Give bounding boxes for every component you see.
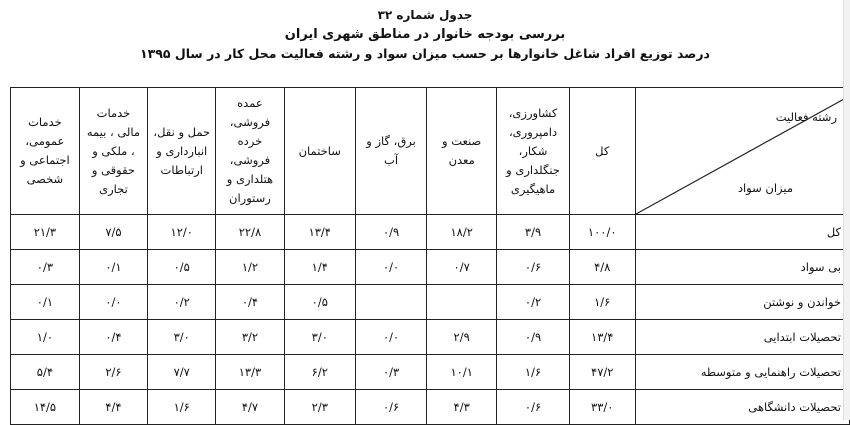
table-cell: ۰/۱ <box>79 250 147 285</box>
table-row <box>11 355 850 390</box>
corner-cell <box>635 88 849 215</box>
table-cell: ۳/۰ <box>148 320 216 355</box>
table-cell: ۰/۳ <box>356 355 427 390</box>
table-cell: ۱۰/۱ <box>427 355 497 390</box>
column-header: کل <box>569 88 635 215</box>
table-cell: ۰/۵ <box>148 250 216 285</box>
table-row <box>11 390 850 425</box>
column-header: خدمات مالی ، بیمه ، ملکی و حقوقی و تجاری <box>79 88 147 215</box>
table-cell: ۲/۳ <box>284 390 356 425</box>
table-cell: ۰/۲ <box>148 285 216 320</box>
table-row <box>11 215 850 250</box>
table-cell: ۱۳/۴ <box>284 215 356 250</box>
table-cell: ۰/۲ <box>497 285 570 320</box>
table-cell: ۱/۲ <box>216 250 284 285</box>
table-cell: ۲/۶ <box>79 355 147 390</box>
table-cell: ۱۳/۳ <box>216 355 284 390</box>
table-cell: ۰/۴ <box>216 285 284 320</box>
table-cell: ۳/۲ <box>216 320 284 355</box>
table-cell: ۱۰۰/۰ <box>569 215 635 250</box>
column-header: حمل و نقل، انبارداری و ارتباطات <box>148 88 216 215</box>
table-cell: ۴/۳ <box>427 390 497 425</box>
table-title: بررسی بودجه خانوار در مناطق شهری ایران <box>284 27 566 42</box>
table-cell <box>356 285 427 320</box>
column-header: برق، گاز و آب <box>356 88 427 215</box>
table-cell: ۱/۰ <box>11 320 80 355</box>
column-header: عمده فروشی، خرده فروشی، هتلداری و رستوران <box>216 88 284 215</box>
table-cell: ۴/۷ <box>216 390 284 425</box>
table-cell: ۷/۵ <box>79 215 147 250</box>
table-cell: ۱۴/۵ <box>11 390 80 425</box>
corner-bottom-label: میزان سواد <box>737 181 793 195</box>
table-cell: ۰/۶ <box>497 250 570 285</box>
table-cell: ۰/۹ <box>356 215 427 250</box>
table-cell: ۰/۶ <box>356 390 427 425</box>
table-cell: ۱۳/۴ <box>569 320 635 355</box>
table-cell: ۱/۴ <box>284 250 356 285</box>
table-cell: ۰/۹ <box>497 320 570 355</box>
table-cell: ۲۲/۸ <box>216 215 284 250</box>
row-label: تحصیلات راهنمایی و متوسطه <box>635 355 849 390</box>
table-cell <box>427 285 497 320</box>
table-cell: ۷/۷ <box>148 355 216 390</box>
column-header: صنعت و معدن <box>427 88 497 215</box>
table-cell: ۱/۶ <box>497 355 570 390</box>
row-label: تحصیلات ابتدایی <box>635 320 849 355</box>
table-subtitle: درصد توزیع افراد شاغل خانوارها بر حسب میزان سواد و رشته فعالیت محل کار در سال ۱۳۹۵ <box>140 46 710 61</box>
table-cell: ۰/۷ <box>427 250 497 285</box>
table-cell: ۱/۶ <box>569 285 635 320</box>
table-cell: ۰/۰ <box>356 320 427 355</box>
table-cell: ۱۸/۲ <box>427 215 497 250</box>
table-number: جدول شماره ۳۲ <box>377 8 473 22</box>
table-cell: ۲/۹ <box>427 320 497 355</box>
table-cell: ۵/۴ <box>11 355 80 390</box>
table-cell: ۳/۰ <box>284 320 356 355</box>
column-header: خدمات عمومی، اجتماعی و شخصی <box>11 88 80 215</box>
table-cell: ۴/۸ <box>569 250 635 285</box>
table-cell: ۰/۶ <box>497 390 570 425</box>
table-cell: ۱/۶ <box>148 390 216 425</box>
table-cell: ۳/۹ <box>497 215 570 250</box>
row-label: خواندن و نوشتن <box>635 285 849 320</box>
row-label: تحصیلات دانشگاهی <box>635 390 849 425</box>
table-cell: ۱۲/۰ <box>148 215 216 250</box>
table-cell: ۰/۵ <box>284 285 356 320</box>
column-header: کشاورزی، دامپروری، شکار، جنگلداری و ماهیگیری <box>497 88 570 215</box>
header-row <box>11 88 850 215</box>
table-cell: ۰/۱ <box>11 285 80 320</box>
table-row <box>11 320 850 355</box>
row-label: کل <box>635 215 849 250</box>
row-label: بی سواد <box>635 250 849 285</box>
scan-edge <box>843 0 850 420</box>
table-cell: ۴۷/۲ <box>569 355 635 390</box>
table-cell: ۳۳/۰ <box>569 390 635 425</box>
column-header: ساختمان <box>284 88 356 215</box>
table-cell: ۰/۰ <box>79 285 147 320</box>
table-row <box>11 285 850 320</box>
table-cell: ۰/۴ <box>79 320 147 355</box>
table-cell: ۰/۰ <box>356 250 427 285</box>
data-table <box>10 87 850 425</box>
table-cell: ۲۱/۳ <box>11 215 80 250</box>
table-cell: ۴/۴ <box>79 390 147 425</box>
table-cell: ۰/۳ <box>11 250 80 285</box>
table-cell: ۶/۲ <box>284 355 356 390</box>
table-row <box>11 250 850 285</box>
corner-top-label: رشته فعالیت <box>775 110 837 124</box>
